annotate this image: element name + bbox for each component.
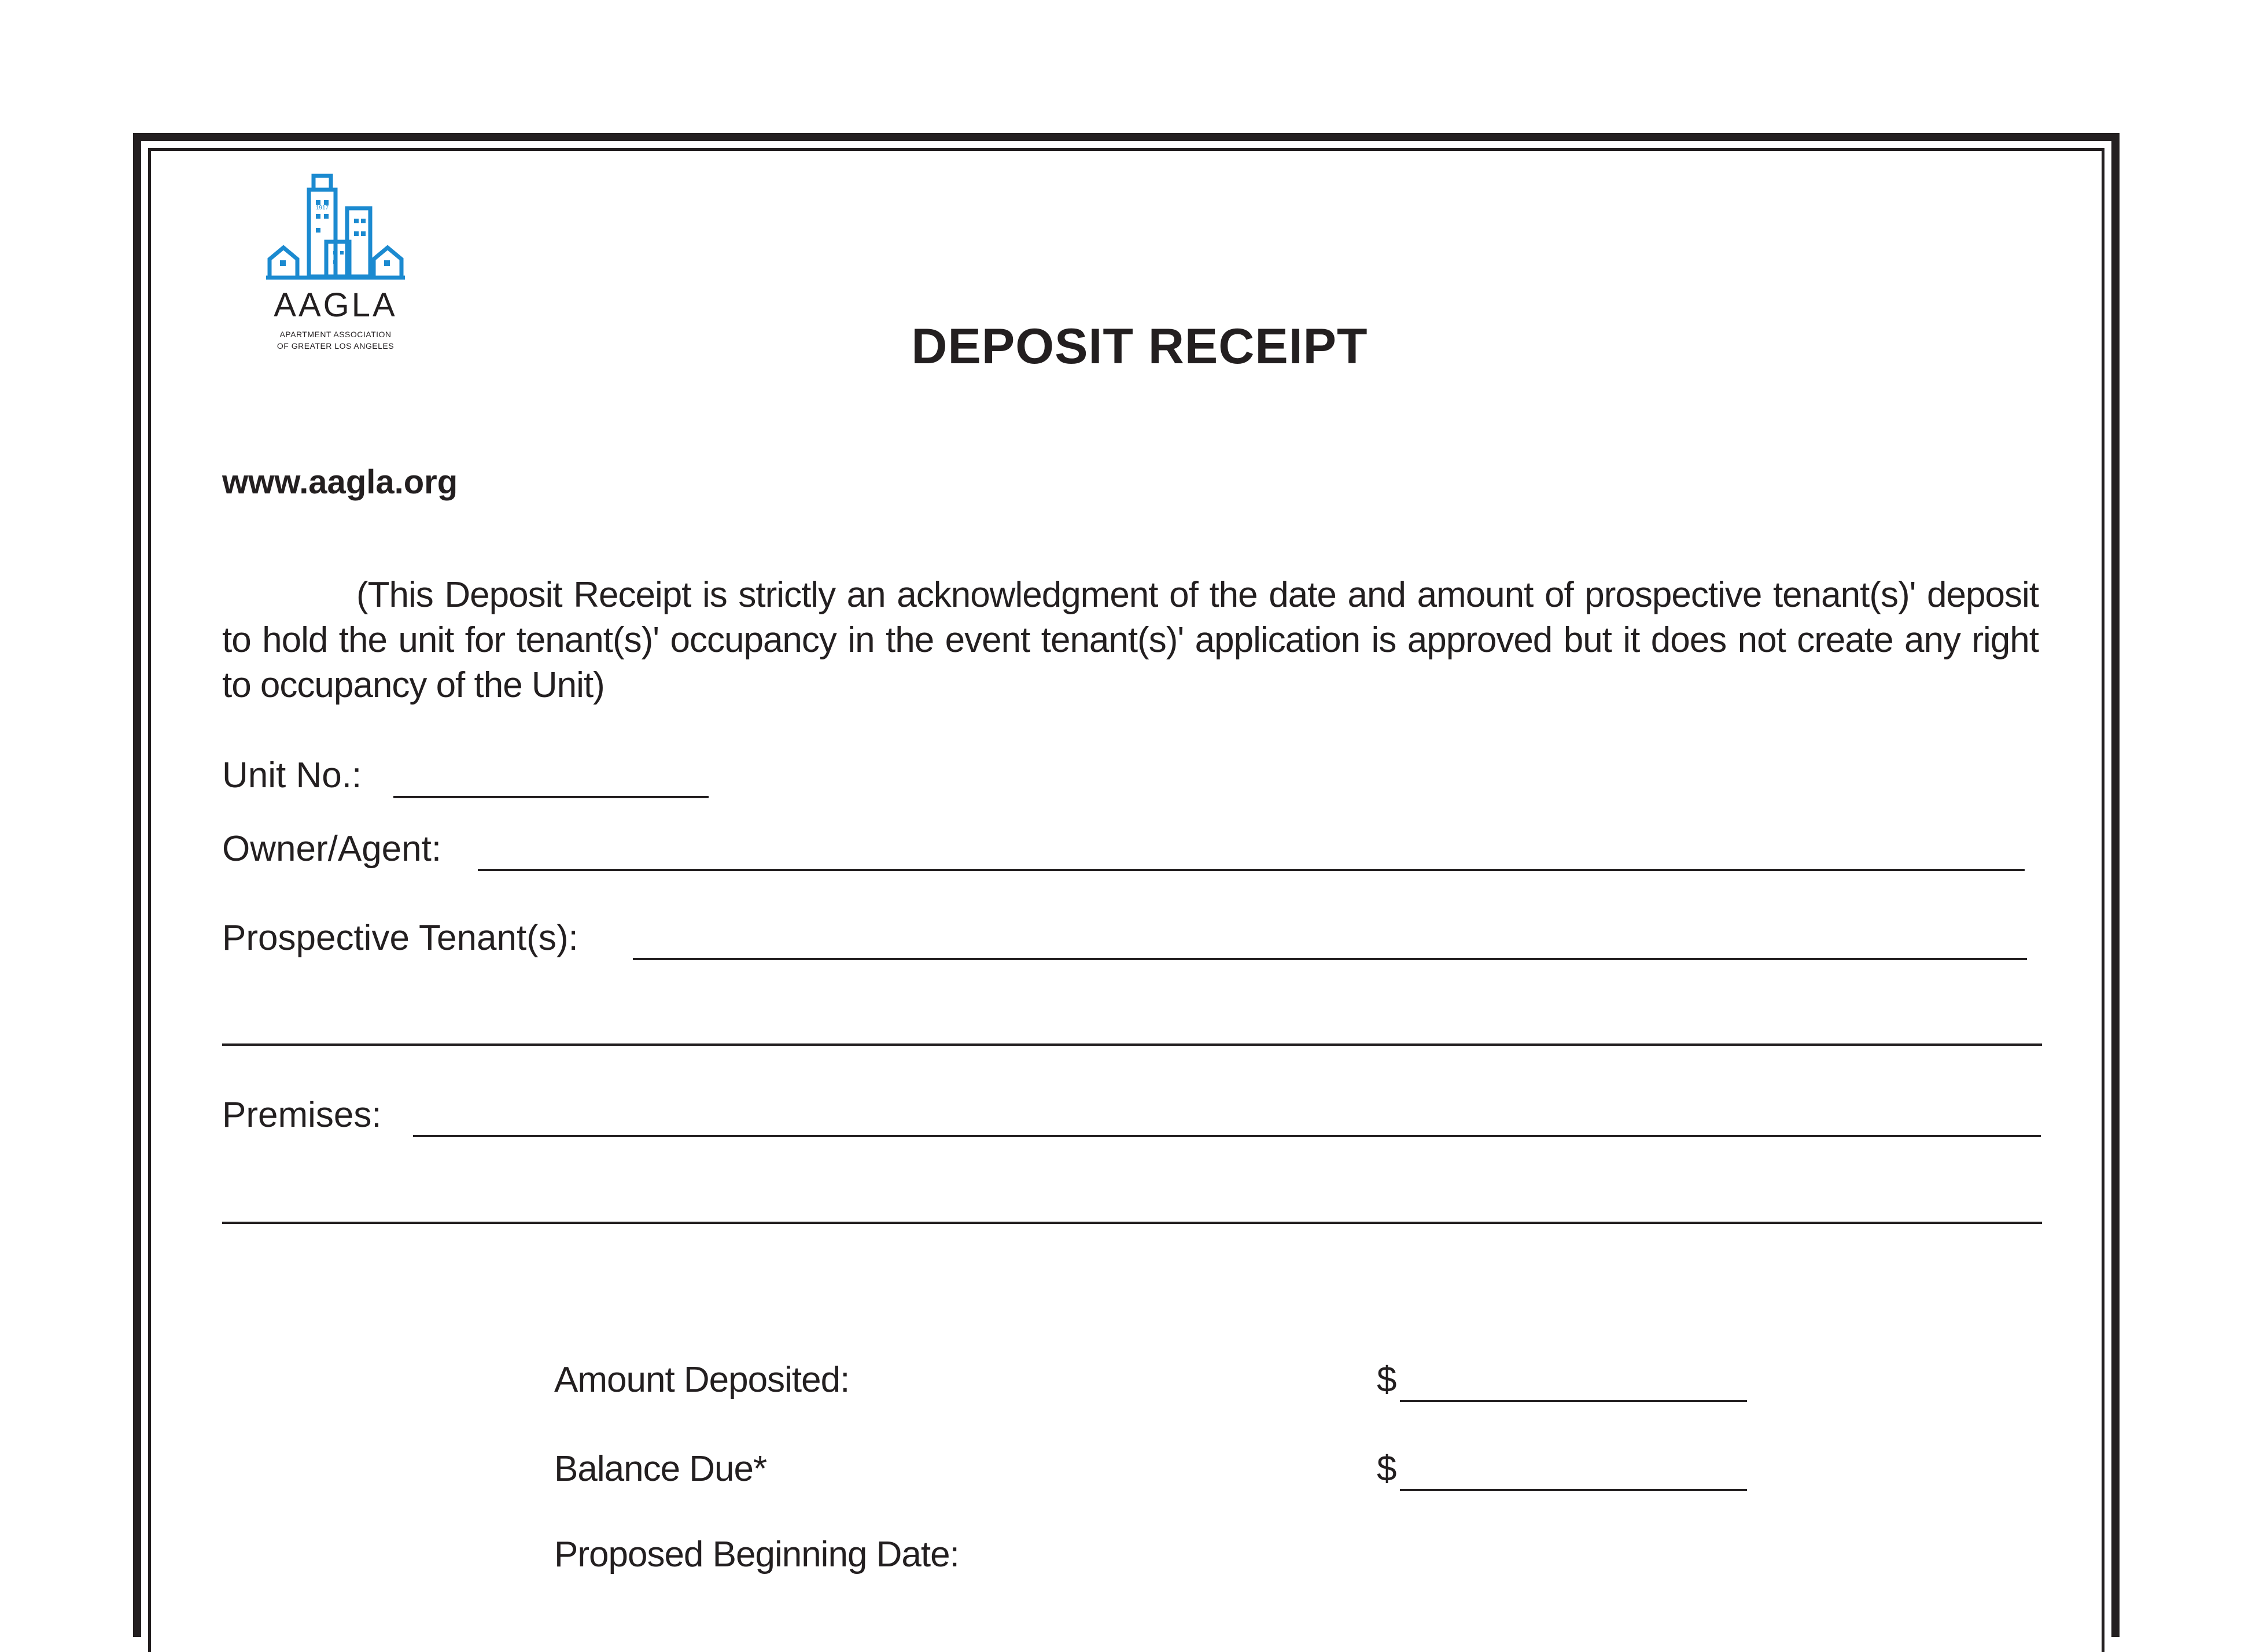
prospective-tenants-field[interactable] [633, 958, 2027, 960]
unit-no-field[interactable] [393, 796, 709, 798]
aagla-logo [266, 172, 405, 357]
premises-field-line2[interactable] [222, 1222, 2042, 1224]
premises-field[interactable] [413, 1135, 2041, 1137]
logo-wordmark: AAGLA [274, 286, 397, 324]
intro-disclaimer: (This Deposit Receipt is strictly an acknowledgment of the date and amount of prospective tenant(s)' deposit to hold the unit for tenant(s)' occupancy in the event tenant(s)' application is approved but it does not create any right to occupancy of the Unit) [222, 575, 2039, 705]
owner-agent-label: Owner/Agent: [222, 829, 442, 869]
logo-year: 1917 [315, 205, 329, 211]
amount-deposited-label: Amount Deposited: [554, 1360, 850, 1400]
logo-subtitle-line2: OF GREATER LOS ANGELES [277, 341, 395, 351]
prospective-tenants-field-line2[interactable] [222, 1043, 2042, 1046]
premises-label: Premises: [222, 1095, 382, 1135]
city-skyline-icon [266, 172, 405, 286]
balance-due-field[interactable] [1400, 1489, 1747, 1491]
amount-deposited-dollar: $ [1377, 1360, 1397, 1400]
logo-subtitle-line1: APARTMENT ASSOCIATION [279, 330, 392, 339]
prospective-tenants-label: Prospective Tenant(s): [222, 918, 578, 958]
balance-due-dollar: $ [1377, 1449, 1397, 1489]
proposed-beginning-date-label: Proposed Beginning Date: [554, 1535, 959, 1574]
website-link[interactable]: www.aagla.org [222, 463, 458, 501]
amount-deposited-field[interactable] [1400, 1400, 1747, 1402]
unit-no-label: Unit No.: [222, 755, 362, 795]
page-title: DEPOSIT RECEIPT [911, 319, 1368, 374]
balance-due-label: Balance Due* [554, 1449, 767, 1489]
owner-agent-field[interactable] [478, 869, 2025, 871]
